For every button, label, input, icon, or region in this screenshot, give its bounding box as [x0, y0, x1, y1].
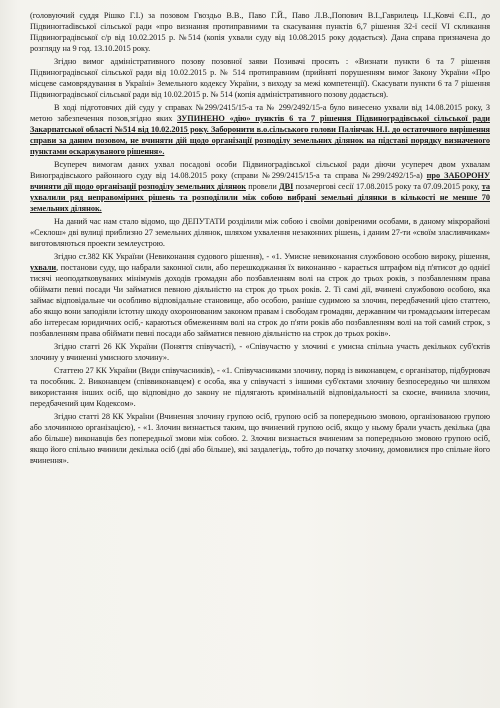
paragraph-article-28: Згідно статті 28 КК України (Вчинення злочину групою осіб, групою осіб за попередньою змовою, організованою групою або злочинною організацією), - «1. Злочин визнається таким, що вчинений групою осіб, якщо у ньому брали участь декілька (два або більше) виконавців без попередньої змови між собою. 2. Злочин визнається вчиненим за попередньою змовою групою осіб, якщо його спільно вчинили декілька осіб (дві або більше), які заздалегідь, тобто до початку злочину, домовилися про спільне його вчинення».	[30, 412, 490, 465]
violation-conducted-text: провели	[246, 182, 280, 191]
violation-prohibition-text: про ЗАБОРОНУ вчиняти дії щодо організації розподілу земельних ділянок	[30, 171, 490, 191]
court-rulings-suspension-text: ЗУПИНЕНО «дію» пунктів 6 та 7 рішення Підвиноградівської сільської ради Закарпатської області №514 від 10.02.2015 року. Заборонити в.о.сільського голови Палінчак Н.І. до остаточного вирішення справи за даним позовом, не вчиняти дій щодо організації розподілу земельних ділянок на підставі порядку визначеного пунктами оскаржуваного рішення».	[30, 114, 490, 156]
violation-sessions-text: позачергові сесії 17.08.2015 року та 07.09.2015 року,	[293, 182, 482, 191]
paragraph-lawsuit-demands: Згідно вимог адміністративного позову позовної заяви Позивачі просять : «Визнати пункти 6 та 7 рішення Підвиноградівської сільської ради від 10.02.2015 р. № 514 протиправним (прийняті порушенням вимог Закону України «Про місцеве самоврядування в Україні» Земельного кодексу України, з виходу за межі компетенції). Скасувати пункти 6 та 7 рішення Підвиноградівської сільської ради від 10.02.2015 р. № 514 (копія адміністративного позову додається).	[30, 57, 490, 99]
paragraph-case-intro: (головуючий суддя Рішко Г.І.) за позовом Гвоздьо В.В., Паво Г.Й., Паво Л.В.,Попович В.І.,Гаврилець І.І.,Ковчі Є.П., до Підвиногradівської сільської ради «про визнання протиправними та скасування пунктів 6,7 рішення 32-ї сесії VI скликання Підвиноградівської с/р від 10.02.2015 р. №514 (копія ухвали суду від 10.08.2015 року додається). Дана справа призначена до розгляду на 9 год. 13.10.2015 року.	[30, 11, 490, 53]
paragraph-article-26: Згідно статті 26 КК України (Поняття співучасті), - «Співучастю у злочині є умисна спільна участь декількох суб'єктів злочину у вчиненні умисного злочину».	[30, 342, 490, 362]
paragraph-article-382	[30, 251, 490, 339]
article-382-ruling-word: ухвали	[30, 263, 57, 272]
article-382-text-rest: , постанови суду, що набрали законної сили, або перешкоджання їх виконанню - карається штрафом від п'ятисот до однієї тисячі неоподатковуваних мінімумів доходів громадян або позбавленням волі на строк до трьох років, з позбавленням права обіймати певні посади Чи займатися певною діяльністю на строк до трьох років. 2. Ті самі дії, вчинені службовою особою, яка займає відповідальне чи особливо відповідальне становище, або особою, раніше судимою за злочин, передбачений цією статтею, або якщо вони заподіяли істотну шкоду охоронюваним законом правам і свободам громадян, державним чи громадським інтересам або інтересам юридичних осіб,- караються обмеженням волі на строк до п'яти років або позбавленням волі на той самий строк, з позбавленням права обіймати певні посади або займатися певною діяльністю на строк до трьох років».	[30, 263, 490, 338]
paragraph-article-27: Статтею 27 КК України (Види співучасників), - «1. Співучасниками злочину, поряд із виконавцем, є організатор, підбурювач та пособник. 2. Виконавцем (співвиконавцем) є особа, яка у співучасті з іншими суб'єктами злочину безпосередньо чи шляхом використання інших осіб, що відповідно до закону не підлягають кримінальній відповідальності за скоєне, вчинила злочин, передбачений цим Кодексом».	[30, 366, 490, 408]
paragraph-deputies: На даний час нам стало відомо, що ДЕПУТАТИ розділили між собою і своїми довіреними особами, в даному мікрорайоні «Секлош» дві вулиці приблизно 27 земельних ділянок, шляхом ухвалення незаконних рішень, і даним 27-ти «своїм зласливчикам» виготовляються проекти землеустрою.	[30, 217, 490, 248]
paragraph-court-rulings	[30, 102, 490, 157]
violation-text: Всупереч вимогам даних ухвал посадові особи Підвиноградівської сільської ради діючи усупереч двом ухвалам Виноградівського районного суду від 14.08.2015 року (справи №299/2415/15-а та справа №299/2492/15-а)	[30, 160, 490, 180]
article-382-text: Згідно ст.382 КК України (Невиконання судового рішення), - «1. Умисне невиконання службовою особою вироку, рішення,	[54, 252, 490, 261]
violation-two-text: ДВІ	[279, 182, 294, 191]
court-rulings-text: В ході підготовчих дій суду у справах №299/2415/15-а та № 299/2492/15-а було винесено ухвали від 14.08.2015 року, З метою забезпечення позов,згідно яких	[30, 103, 490, 123]
violation-decisions-text: та ухвалили ряд неправомірних рішень та розподілили між собою вибрані земельні ділянки в кількості не менше 70 земельних ділянок.	[30, 182, 490, 213]
paragraph-violation	[30, 159, 490, 214]
